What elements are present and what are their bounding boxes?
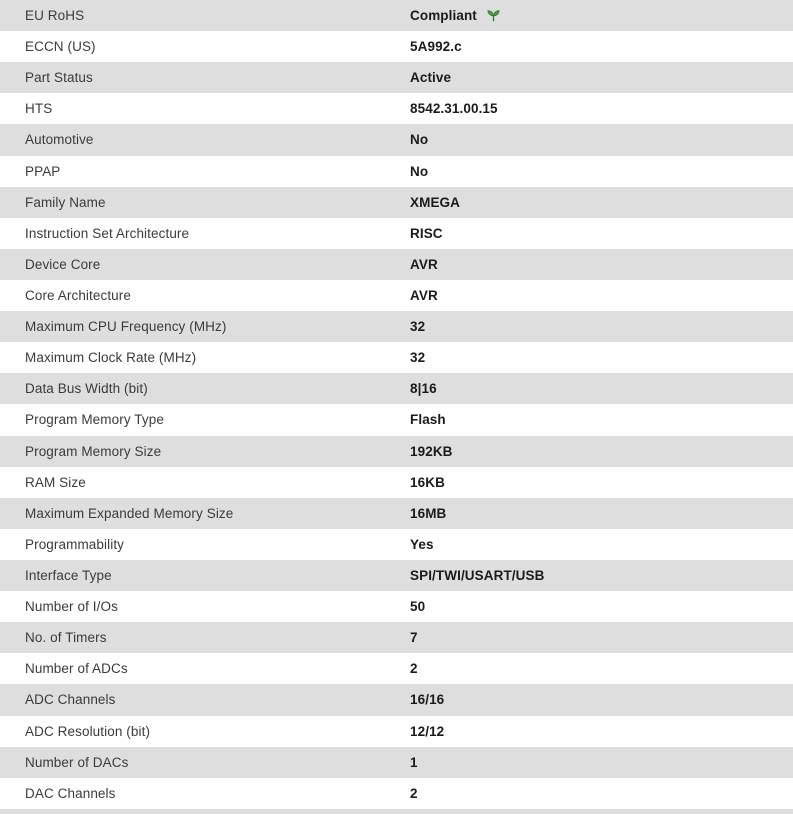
leaf-sprout-icon xyxy=(486,8,501,23)
table-row xyxy=(0,560,793,591)
spec-value: 16MB xyxy=(410,505,447,521)
spec-value: Active xyxy=(410,70,452,86)
spec-value xyxy=(410,8,501,23)
table-row xyxy=(0,436,793,467)
spec-label: Family Name xyxy=(25,194,106,210)
table-row xyxy=(0,684,793,715)
spec-value: 1 xyxy=(410,754,418,770)
spec-label: RAM Size xyxy=(25,474,86,490)
spec-label: Program Memory Type xyxy=(25,412,164,428)
spec-label: Maximum CPU Frequency (MHz) xyxy=(25,319,227,335)
table-row xyxy=(0,187,793,218)
spec-value: AVR xyxy=(410,256,438,272)
spec-label: Programmability xyxy=(25,536,125,552)
spec-value-text: Compliant xyxy=(410,8,477,24)
table-row xyxy=(0,747,793,778)
table-row xyxy=(0,373,793,404)
table-row xyxy=(0,62,793,93)
table-row xyxy=(0,311,793,342)
spec-value: AVR xyxy=(410,288,438,304)
spec-value: No xyxy=(410,163,429,179)
spec-value: RISC xyxy=(410,225,443,241)
table-row xyxy=(0,778,793,809)
spec-label: HTS xyxy=(25,101,53,117)
table-row xyxy=(0,342,793,373)
spec-label: DAC Channels xyxy=(25,785,116,801)
spec-value: 5A992.c xyxy=(410,39,462,55)
spec-label: Data Bus Width (bit) xyxy=(25,381,148,397)
table-row xyxy=(0,218,793,249)
table-row xyxy=(0,156,793,187)
spec-value: 2 xyxy=(410,785,418,801)
spec-label: Maximum Clock Rate (MHz) xyxy=(25,350,197,366)
table-row xyxy=(0,0,793,31)
table-row xyxy=(0,529,793,560)
spec-label: ADC Resolution (bit) xyxy=(25,723,151,739)
spec-label: No. of Timers xyxy=(25,630,107,646)
table-row xyxy=(0,31,793,62)
spec-value: No xyxy=(410,132,429,148)
spec-label: Part Status xyxy=(25,70,93,86)
spec-label: Number of I/Os xyxy=(25,599,118,615)
spec-value: Yes xyxy=(410,536,434,552)
spec-label: Maximum Expanded Memory Size xyxy=(25,505,234,521)
spec-value: XMEGA xyxy=(410,194,461,210)
table-row xyxy=(0,622,793,653)
spec-label: Number of ADCs xyxy=(25,661,128,677)
spec-value: 192KB xyxy=(410,443,453,459)
table-row xyxy=(0,498,793,529)
spec-value: 16/16 xyxy=(410,692,445,708)
table-row xyxy=(0,249,793,280)
spec-label: Interface Type xyxy=(25,568,112,584)
spec-label: Device Core xyxy=(25,256,101,272)
spec-value: 8542.31.00.15 xyxy=(410,101,498,117)
spec-label: PPAP xyxy=(25,163,61,179)
spec-label: Number of DACs xyxy=(25,754,129,770)
spec-value: 2 xyxy=(410,661,418,677)
spec-value: 32 xyxy=(410,350,426,366)
table-row xyxy=(0,280,793,311)
table-row xyxy=(0,591,793,622)
spec-label: EU RoHS xyxy=(25,8,85,24)
table-row xyxy=(0,124,793,155)
table-row xyxy=(0,653,793,684)
spec-value: 16KB xyxy=(410,474,445,490)
spec-value: 12/12 xyxy=(410,723,445,739)
spec-label: ECCN (US) xyxy=(25,39,96,55)
spec-label: Core Architecture xyxy=(25,288,131,304)
spec-value: Flash xyxy=(410,412,446,428)
spec-value: 8|16 xyxy=(410,381,437,397)
spec-value: 32 xyxy=(410,319,426,335)
table-row-partial xyxy=(0,809,793,814)
spec-label: Automotive xyxy=(25,132,94,148)
spec-value: 50 xyxy=(410,599,426,615)
table-row xyxy=(0,93,793,124)
spec-label: Instruction Set Architecture xyxy=(25,225,190,241)
table-row xyxy=(0,404,793,435)
table-row xyxy=(0,716,793,747)
spec-label: ADC Channels xyxy=(25,692,116,708)
table-row xyxy=(0,467,793,498)
spec-value: 7 xyxy=(410,630,418,646)
spec-value: SPI/TWI/USART/USB xyxy=(410,568,545,584)
spec-label: Program Memory Size xyxy=(25,443,162,459)
